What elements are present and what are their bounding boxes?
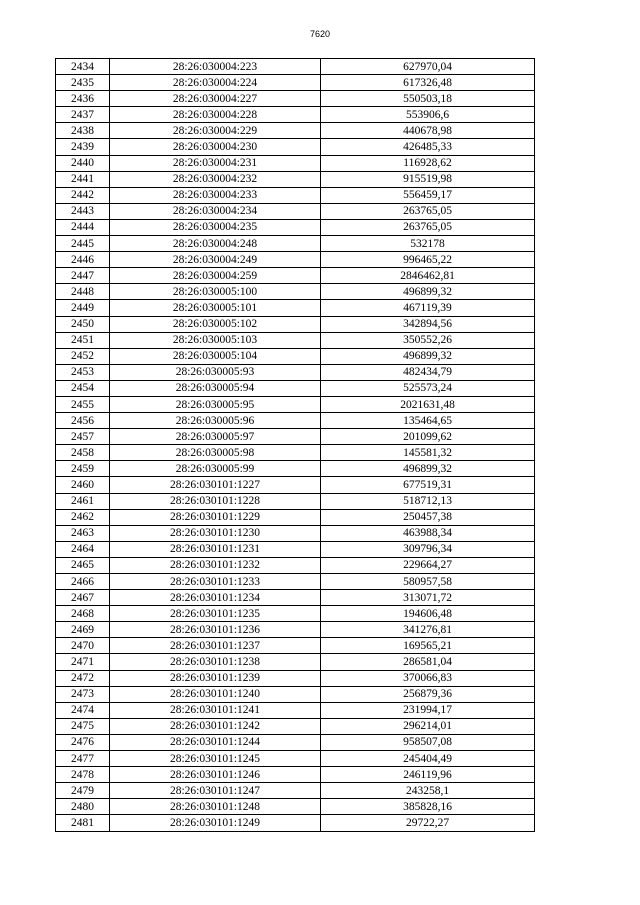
cadastral-number-cell: 28:26:030101:1246 <box>110 767 321 783</box>
row-number-cell: 2475 <box>56 718 110 734</box>
table-row <box>56 107 535 123</box>
cadastral-number-cell: 28:26:030005:103 <box>110 332 321 348</box>
value-cell: 229664,27 <box>321 557 535 573</box>
cadastral-number-cell: 28:26:030004:235 <box>110 219 321 235</box>
value-cell: 440678,98 <box>321 123 535 139</box>
value-cell: 525573,24 <box>321 380 535 396</box>
table-row <box>56 91 535 107</box>
cadastral-number-cell: 28:26:030101:1245 <box>110 751 321 767</box>
cadastral-number-cell: 28:26:030004:227 <box>110 91 321 107</box>
row-number-cell: 2467 <box>56 590 110 606</box>
cadastral-number-cell: 28:26:030101:1235 <box>110 606 321 622</box>
table-row <box>56 139 535 155</box>
table-row <box>56 413 535 429</box>
table-row <box>56 316 535 332</box>
cadastral-number-cell: 28:26:030101:1228 <box>110 493 321 509</box>
value-cell: 350552,26 <box>321 332 535 348</box>
value-cell: 194606,48 <box>321 606 535 622</box>
row-number-cell: 2451 <box>56 332 110 348</box>
cadastral-number-cell: 28:26:030101:1236 <box>110 622 321 638</box>
table-row <box>56 654 535 670</box>
row-number-cell: 2441 <box>56 171 110 187</box>
value-cell: 463988,34 <box>321 525 535 541</box>
page-number: 7620 <box>309 29 331 39</box>
cadastral-number-cell: 28:26:030005:102 <box>110 316 321 332</box>
cadastral-number-cell: 28:26:030004:233 <box>110 187 321 203</box>
table-row <box>56 429 535 445</box>
cadastral-number-cell: 28:26:030101:1241 <box>110 702 321 718</box>
row-number-cell: 2434 <box>56 59 110 75</box>
value-cell: 370066,83 <box>321 670 535 686</box>
row-number-cell: 2447 <box>56 268 110 284</box>
value-cell: 145581,32 <box>321 445 535 461</box>
cadastral-number-cell: 28:26:030101:1247 <box>110 783 321 799</box>
value-cell: 915519,98 <box>321 171 535 187</box>
cadastral-number-cell: 28:26:030005:97 <box>110 429 321 445</box>
value-cell: 256879,36 <box>321 686 535 702</box>
table-row <box>56 718 535 734</box>
value-cell: 342894,56 <box>321 316 535 332</box>
cadastral-number-cell: 28:26:030004:232 <box>110 171 321 187</box>
value-cell: 385828,16 <box>321 799 535 815</box>
table-row <box>56 396 535 412</box>
row-number-cell: 2458 <box>56 445 110 461</box>
table-row <box>56 815 535 831</box>
row-number-cell: 2435 <box>56 75 110 91</box>
row-number-cell: 2464 <box>56 541 110 557</box>
cadastral-number-cell: 28:26:030004:229 <box>110 123 321 139</box>
table-row <box>56 493 535 509</box>
row-number-cell: 2437 <box>56 107 110 123</box>
table-row <box>56 203 535 219</box>
cadastral-number-cell: 28:26:030101:1230 <box>110 525 321 541</box>
row-number-cell: 2478 <box>56 767 110 783</box>
table-row <box>56 236 535 252</box>
table-row <box>56 59 535 75</box>
cadastral-number-cell: 28:26:030005:100 <box>110 284 321 300</box>
cadastral-number-cell: 28:26:030005:94 <box>110 380 321 396</box>
cadastral-number-cell: 28:26:030101:1244 <box>110 734 321 750</box>
table-row <box>56 734 535 750</box>
cadastral-number-cell: 28:26:030101:1238 <box>110 654 321 670</box>
row-number-cell: 2436 <box>56 91 110 107</box>
value-cell: 245404,49 <box>321 751 535 767</box>
cadastral-number-cell: 28:26:030004:224 <box>110 75 321 91</box>
value-cell: 426485,33 <box>321 139 535 155</box>
value-cell: 580957,58 <box>321 574 535 590</box>
row-number-cell: 2452 <box>56 348 110 364</box>
row-number-cell: 2473 <box>56 686 110 702</box>
table-row <box>56 799 535 815</box>
value-cell: 677519,31 <box>321 477 535 493</box>
value-cell: 958507,08 <box>321 734 535 750</box>
row-number-cell: 2462 <box>56 509 110 525</box>
row-number-cell: 2455 <box>56 396 110 412</box>
table-row <box>56 461 535 477</box>
registry-table-body <box>56 59 535 832</box>
row-number-cell: 2471 <box>56 654 110 670</box>
row-number-cell: 2443 <box>56 203 110 219</box>
value-cell: 231994,17 <box>321 702 535 718</box>
table-row <box>56 75 535 91</box>
cadastral-number-cell: 28:26:030004:249 <box>110 252 321 268</box>
row-number-cell: 2444 <box>56 219 110 235</box>
value-cell: 617326,48 <box>321 75 535 91</box>
table-row <box>56 622 535 638</box>
table-row <box>56 380 535 396</box>
value-cell: 309796,34 <box>321 541 535 557</box>
cadastral-number-cell: 28:26:030101:1229 <box>110 509 321 525</box>
table-row <box>56 155 535 171</box>
row-number-cell: 2465 <box>56 557 110 573</box>
row-number-cell: 2476 <box>56 734 110 750</box>
cadastral-number-cell: 28:26:030005:101 <box>110 300 321 316</box>
table-row <box>56 751 535 767</box>
row-number-cell: 2468 <box>56 606 110 622</box>
value-cell: 250457,38 <box>321 509 535 525</box>
row-number-cell: 2448 <box>56 284 110 300</box>
value-cell: 246119,96 <box>321 767 535 783</box>
value-cell: 263765,05 <box>321 219 535 235</box>
cadastral-number-cell: 28:26:030101:1233 <box>110 574 321 590</box>
value-cell: 116928,62 <box>321 155 535 171</box>
cadastral-number-cell: 28:26:030101:1248 <box>110 799 321 815</box>
cadastral-number-cell: 28:26:030004:259 <box>110 268 321 284</box>
value-cell: 556459,17 <box>321 187 535 203</box>
row-number-cell: 2479 <box>56 783 110 799</box>
row-number-cell: 2442 <box>56 187 110 203</box>
table-row <box>56 525 535 541</box>
table-row <box>56 702 535 718</box>
row-number-cell: 2457 <box>56 429 110 445</box>
table-row <box>56 171 535 187</box>
value-cell: 263765,05 <box>321 203 535 219</box>
table-row <box>56 606 535 622</box>
cadastral-number-cell: 28:26:030005:98 <box>110 445 321 461</box>
table-row <box>56 541 535 557</box>
value-cell: 296214,01 <box>321 718 535 734</box>
cadastral-number-cell: 28:26:030004:248 <box>110 236 321 252</box>
cadastral-number-cell: 28:26:030004:234 <box>110 203 321 219</box>
row-number-cell: 2472 <box>56 670 110 686</box>
row-number-cell: 2460 <box>56 477 110 493</box>
value-cell: 286581,04 <box>321 654 535 670</box>
cadastral-number-cell: 28:26:030101:1242 <box>110 718 321 734</box>
value-cell: 496899,32 <box>321 461 535 477</box>
table-row <box>56 332 535 348</box>
cadastral-number-cell: 28:26:030101:1249 <box>110 815 321 831</box>
cadastral-number-cell: 28:26:030004:231 <box>110 155 321 171</box>
row-number-cell: 2469 <box>56 622 110 638</box>
row-number-cell: 2470 <box>56 638 110 654</box>
table-row <box>56 252 535 268</box>
row-number-cell: 2463 <box>56 525 110 541</box>
cadastral-number-cell: 28:26:030101:1234 <box>110 590 321 606</box>
row-number-cell: 2438 <box>56 123 110 139</box>
table-row <box>56 574 535 590</box>
value-cell: 496899,32 <box>321 284 535 300</box>
cadastral-number-cell: 28:26:030005:99 <box>110 461 321 477</box>
table-row <box>56 268 535 284</box>
row-number-cell: 2449 <box>56 300 110 316</box>
table-row <box>56 477 535 493</box>
table-row <box>56 348 535 364</box>
row-number-cell: 2450 <box>56 316 110 332</box>
registry-table <box>55 58 535 832</box>
value-cell: 201099,62 <box>321 429 535 445</box>
table-row <box>56 219 535 235</box>
value-cell: 29722,27 <box>321 815 535 831</box>
row-number-cell: 2474 <box>56 702 110 718</box>
row-number-cell: 2453 <box>56 364 110 380</box>
cadastral-number-cell: 28:26:030101:1227 <box>110 477 321 493</box>
table-row <box>56 509 535 525</box>
cadastral-number-cell: 28:26:030101:1237 <box>110 638 321 654</box>
cadastral-number-cell: 28:26:030101:1231 <box>110 541 321 557</box>
row-number-cell: 2456 <box>56 413 110 429</box>
row-number-cell: 2446 <box>56 252 110 268</box>
row-number-cell: 2440 <box>56 155 110 171</box>
value-cell: 2846462,81 <box>321 268 535 284</box>
table-row <box>56 557 535 573</box>
row-number-cell: 2466 <box>56 574 110 590</box>
table-row <box>56 364 535 380</box>
value-cell: 996465,22 <box>321 252 535 268</box>
table-row <box>56 783 535 799</box>
value-cell: 467119,39 <box>321 300 535 316</box>
table-row <box>56 123 535 139</box>
table-row <box>56 638 535 654</box>
table-row <box>56 300 535 316</box>
row-number-cell: 2461 <box>56 493 110 509</box>
row-number-cell: 2481 <box>56 815 110 831</box>
value-cell: 135464,65 <box>321 413 535 429</box>
row-number-cell: 2480 <box>56 799 110 815</box>
row-number-cell: 2454 <box>56 380 110 396</box>
value-cell: 341276,81 <box>321 622 535 638</box>
cadastral-number-cell: 28:26:030005:93 <box>110 364 321 380</box>
cadastral-number-cell: 28:26:030004:230 <box>110 139 321 155</box>
value-cell: 518712,13 <box>321 493 535 509</box>
value-cell: 550503,18 <box>321 91 535 107</box>
table-row <box>56 187 535 203</box>
value-cell: 313071,72 <box>321 590 535 606</box>
value-cell: 627970,04 <box>321 59 535 75</box>
table-row <box>56 670 535 686</box>
row-number-cell: 2439 <box>56 139 110 155</box>
row-number-cell: 2477 <box>56 751 110 767</box>
table-row <box>56 284 535 300</box>
row-number-cell: 2445 <box>56 236 110 252</box>
cadastral-number-cell: 28:26:030101:1240 <box>110 686 321 702</box>
table-row <box>56 686 535 702</box>
value-cell: 532178 <box>321 236 535 252</box>
value-cell: 169565,21 <box>321 638 535 654</box>
value-cell: 2021631,48 <box>321 396 535 412</box>
table-row <box>56 590 535 606</box>
cadastral-number-cell: 28:26:030101:1232 <box>110 557 321 573</box>
cadastral-number-cell: 28:26:030005:95 <box>110 396 321 412</box>
cadastral-number-cell: 28:26:030004:228 <box>110 107 321 123</box>
cadastral-number-cell: 28:26:030004:223 <box>110 59 321 75</box>
value-cell: 482434,79 <box>321 364 535 380</box>
table-row <box>56 445 535 461</box>
cadastral-number-cell: 28:26:030005:96 <box>110 413 321 429</box>
cadastral-number-cell: 28:26:030005:104 <box>110 348 321 364</box>
value-cell: 553906,6 <box>321 107 535 123</box>
row-number-cell: 2459 <box>56 461 110 477</box>
value-cell: 496899,32 <box>321 348 535 364</box>
value-cell: 243258,1 <box>321 783 535 799</box>
cadastral-number-cell: 28:26:030101:1239 <box>110 670 321 686</box>
table-row <box>56 767 535 783</box>
